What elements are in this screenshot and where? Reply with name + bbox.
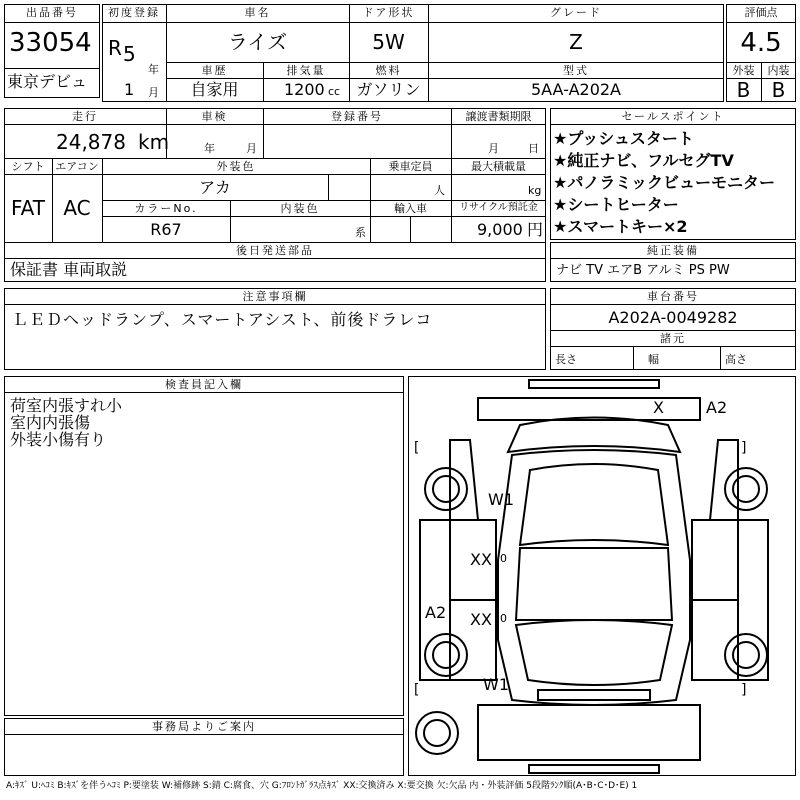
- sales-point-item: ★シートヒーター: [553, 195, 679, 214]
- first-registration-label: 初度登録: [108, 6, 160, 19]
- width-label: 幅: [648, 353, 659, 366]
- import-label: 輸入車: [394, 202, 427, 215]
- svg-text:[: [: [412, 440, 421, 456]
- inspector-line: 室内内張傷: [10, 413, 91, 432]
- dims-label: 諸元: [660, 332, 686, 345]
- inspection-month-unit: 月: [246, 142, 257, 155]
- venue-name: 東京デビュ: [7, 72, 88, 91]
- diagram-mark: XX: [470, 610, 492, 629]
- door-type: 5W: [372, 30, 405, 54]
- diagram-mark: A2: [425, 603, 447, 622]
- diagram-mark: W1: [488, 490, 514, 509]
- sales-point-item: ★純正ナビ、フルセグTV: [553, 151, 734, 170]
- sales-point-item: ★スマートキー×2: [553, 217, 688, 236]
- inspector-line: 荷室内張すれ小: [10, 396, 123, 415]
- color: アカ: [199, 178, 231, 197]
- recycle-unit: 円: [527, 220, 544, 239]
- diagram-mark: W1: [483, 675, 509, 694]
- sales-points-label: セールスポイント: [621, 110, 725, 123]
- score-label: 評価点: [744, 6, 778, 19]
- exterior-rating: B: [736, 78, 751, 102]
- month: 1: [124, 80, 135, 99]
- ac: AC: [63, 196, 91, 220]
- fuel-label: 燃料: [375, 64, 402, 77]
- car-name-label: 車名: [244, 6, 271, 19]
- registration-number-label: 登録番号: [331, 110, 383, 123]
- office-label: 事務局よりご案内: [152, 720, 256, 733]
- exterior-label: 外装: [732, 64, 755, 77]
- diagram-mark: A2: [706, 398, 728, 417]
- transfer-deadline-label: 譲渡書類期限: [465, 110, 532, 123]
- year-unit: 年: [148, 63, 159, 76]
- year: 5: [123, 42, 136, 66]
- color-number-label: カラーNo.: [134, 202, 198, 215]
- month-unit: 月: [148, 86, 159, 99]
- sales-point-item: ★プッシュスタート: [553, 129, 694, 148]
- notes-label: 注意事項欄: [242, 290, 308, 303]
- diagram-mark: 0: [500, 552, 507, 565]
- chassis-number: A202A-0049282: [608, 308, 738, 327]
- grade: Z: [569, 30, 583, 54]
- load-unit: kg: [528, 184, 542, 197]
- equipment-list: ナビ TV エアB アルミ PS PW: [556, 263, 730, 278]
- interior-label: 内装: [767, 64, 790, 77]
- era: R: [108, 36, 122, 60]
- capacity-unit: 人: [434, 184, 445, 197]
- transfer-day-unit-text: 日: [528, 142, 539, 155]
- later-parts: 保証書 車両取説: [10, 260, 128, 279]
- height-label: 高さ: [725, 353, 747, 366]
- model-label: 型式: [563, 64, 589, 77]
- diagram-mark: X: [653, 398, 664, 417]
- transfer-month-unit: 月: [488, 142, 499, 155]
- chassis-label: 車台番号: [647, 290, 699, 303]
- shift-label: シフト: [11, 160, 45, 173]
- equipment-label: 純正装備: [647, 244, 699, 257]
- mileage: 24,878: [56, 130, 126, 154]
- mileage-label: 走行: [72, 110, 98, 123]
- lot-number: 33054: [9, 28, 92, 58]
- inspection-label: 車検: [201, 110, 228, 123]
- door-type-label: ドア形状: [362, 6, 415, 19]
- svg-text:]: ]: [740, 682, 749, 698]
- history-label: 車歴: [201, 64, 228, 77]
- recycle-fee: 9,000: [477, 220, 523, 239]
- grade-label: グレード: [550, 6, 602, 19]
- inspector-label: 検査員記入欄: [165, 378, 243, 391]
- recycle-label: リサイクル預託金: [459, 202, 538, 213]
- displacement-unit: cc: [328, 85, 341, 98]
- capacity-label: 乗車定員: [388, 160, 433, 173]
- color-label: 外装色: [216, 160, 256, 173]
- lot-number-label: 出品番号: [26, 6, 78, 19]
- score: 4.5: [740, 28, 782, 58]
- length-label: 長さ: [555, 353, 577, 366]
- car-name: ライズ: [227, 30, 288, 54]
- inspection-year-unit: 年: [204, 142, 215, 155]
- interior-rating: B: [771, 78, 786, 102]
- ac-label: エアコン: [55, 160, 99, 173]
- history: 自家用: [190, 80, 239, 99]
- interior-color-label: 内装色: [280, 202, 320, 215]
- diagram-mark: XX: [470, 550, 492, 569]
- inspector-line: 外装小傷有り: [10, 430, 107, 449]
- interior-color-unit: 系: [355, 226, 366, 239]
- later-parts-label: 後日発送部品: [236, 244, 314, 257]
- sales-point-item: ★パノラミックビューモニター: [553, 173, 776, 192]
- color-number: R67: [150, 220, 182, 239]
- diagram-mark: 0: [500, 612, 507, 625]
- model: 5AA-A202A: [530, 80, 621, 99]
- svg-text:]: ]: [740, 440, 749, 456]
- notes-text: ＬＥＤヘッドランプ、スマートアシスト、前後ドラレコ: [12, 310, 433, 329]
- footer-legend: A:ｷｽﾞ U:ﾍｺﾐ B:ｷｽﾞを伴うﾍｺﾐ P:要塗装 W:補修跡 S:錆 C:腐食、穴 G:ﾌﾛﾝﾄｶﾞﾗｽ点ｷｽﾞ XX:交換済み X:要交換 欠:欠品 内・外装評価 5段階ﾗﾝｸ順(A･B･C･D･E) 1: [6, 781, 638, 791]
- svg-text:[: [: [412, 682, 421, 698]
- shift: FAT: [10, 196, 45, 220]
- max-load-label: 最大積載量: [471, 160, 526, 173]
- fuel: ガソリン: [356, 80, 421, 99]
- displacement: 1200: [284, 80, 325, 99]
- mileage-unit: km: [138, 130, 170, 154]
- displacement-label: 排気量: [286, 64, 326, 77]
